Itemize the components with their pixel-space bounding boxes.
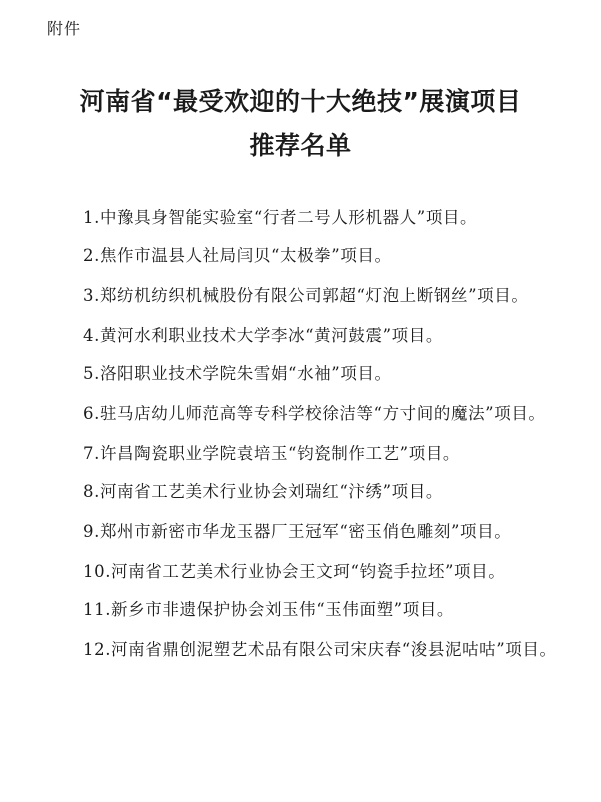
list-item: 5.洛阳职业技术学院朱雪娟“水袖”项目。 <box>83 364 392 383</box>
page-title: 河南省“最受欢迎的十大绝技”展演项目 <box>79 87 522 116</box>
list-item: 12.河南省鼎创泥塑艺术品有限公司宋庆春“浚县泥咕咕”项目。 <box>83 640 557 659</box>
page-title-line-2: 推荐名单 <box>249 131 352 160</box>
list-item: 11.新乡市非遗保护协会刘玉伟“玉伟面塑”项目。 <box>83 600 455 619</box>
list-item: 6.驻马店幼儿师范高等专科学校徐洁等“方寸间的魔法”项目。 <box>83 404 546 423</box>
list-item: 10.河南省工艺美术行业协会王文珂“钧瓷手拉坯”项目。 <box>83 562 506 581</box>
list-item: 2.焦作市温县人社局闫贝“太极拳”项目。 <box>83 246 392 265</box>
list-item: 9.郑州市新密市华龙玉器厂王冠军“密玉俏色雕刻”项目。 <box>83 522 512 541</box>
list-item: 4.黄河水利职业技术大学李冰“黄河鼓震”项目。 <box>83 326 443 345</box>
attachment-label: 附件 <box>47 19 82 38</box>
recommendation-list <box>45 202 565 674</box>
list-item: 1.中豫具身智能实验室“行者二号人形机器人”项目。 <box>83 208 478 227</box>
list-item: 7.许昌陶瓷职业学院袁培玉“钧瓷制作工艺”项目。 <box>83 444 461 463</box>
list-item: 3.郑纺机纺织机械股份有限公司郭超“灯泡上断钢丝”项目。 <box>83 286 529 305</box>
list-item: 8.河南省工艺美术行业协会刘瑞红“汴绣”项目。 <box>83 482 443 501</box>
